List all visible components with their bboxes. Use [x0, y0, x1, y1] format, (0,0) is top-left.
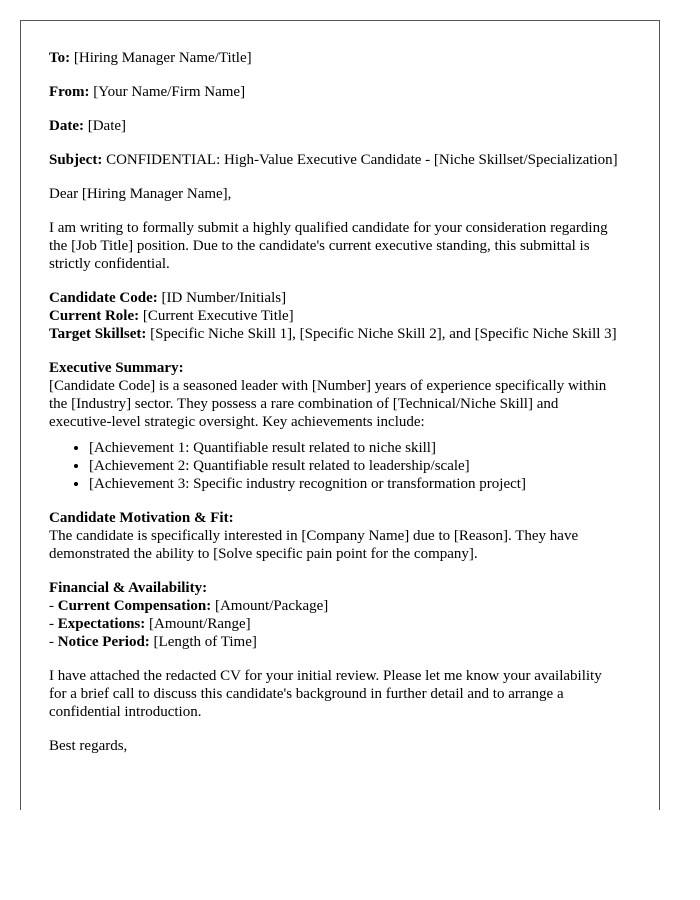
greeting: Dear [Hiring Manager Name], — [49, 186, 232, 202]
executive-summary-text: [Candidate Code] is a seasoned leader with [Number] years of experience specifically within the [Industry] sector. They possess a rare combination of [Technical/Niche Skill] and executive-level strategic oversight. Key achievements include: — [49, 378, 607, 430]
target-skillset-label: Target Skillset: — [49, 326, 147, 342]
executive-summary-heading: Executive Summary: — [49, 360, 184, 376]
subject-value: CONFIDENTIAL: High-Value Executive Candidate - [Niche Skillset/Specialization] — [106, 152, 618, 168]
subject-line — [49, 151, 619, 169]
list-item: • [Achievement 3: Specific industry recognition or transformation project] — [89, 475, 619, 493]
to-value: [Hiring Manager Name/Title] — [73, 50, 252, 66]
date-line — [49, 117, 619, 135]
candidate-code-value: [ID Number/Initials] — [161, 290, 287, 306]
subject-label: Subject: — [49, 152, 103, 168]
closing-paragraph: I have attached the redacted CV for your initial review. Please let me know your availability for a brief call to discuss this candidate's background in further detail and to arrange a confidential introduction. — [49, 668, 602, 720]
target-skillset-line — [49, 325, 619, 343]
expectations-label: Expectations: — [57, 616, 146, 632]
list-item: • [Achievement 2: Quantifiable result related to leadership/scale] — [89, 457, 619, 475]
dash: - — [49, 598, 58, 614]
from-value: [Your Name/Firm Name] — [93, 84, 246, 100]
candidate-code-label: Candidate Code: — [49, 290, 158, 306]
expectations-line — [49, 615, 619, 633]
dash: - — [49, 634, 58, 650]
compensation-label: Current Compensation: — [57, 598, 212, 614]
current-role-line — [49, 307, 619, 325]
executive-summary — [49, 359, 619, 431]
candidate-details — [49, 289, 619, 343]
current-role-value: [Current Executive Title] — [142, 308, 294, 324]
dash: - — [49, 616, 58, 632]
notice-period-line — [49, 633, 619, 651]
intro-paragraph: I am writing to formally submit a highly qualified candidate for your consideration regarding the [Job Title] position. Due to the candidate's current executive standing, this submittal is strictly confidential. — [49, 220, 608, 272]
list-item: • [Achievement 1: Quantifiable result related to niche skill] — [89, 439, 619, 457]
financial-section — [49, 579, 619, 651]
notice-period-value: [Length of Time] — [153, 634, 257, 650]
target-skillset-value: [Specific Niche Skill 1], [Specific Niche Skill 2], and [Specific Niche Skill 3] — [150, 326, 617, 342]
current-role-label: Current Role: — [49, 308, 140, 324]
motivation-text: The candidate is specifically interested in [Company Name] due to [Reason]. They have demonstrated the ability to [Solve specific pain point for the company]. — [49, 528, 579, 562]
compensation-line — [49, 597, 619, 615]
candidate-code-line — [49, 289, 619, 307]
date-value: [Date] — [87, 118, 127, 134]
signoff: Best regards, — [49, 738, 128, 754]
notice-period-label: Notice Period: — [57, 634, 150, 650]
to-line — [49, 49, 619, 67]
compensation-value: [Amount/Package] — [214, 598, 329, 614]
motivation-heading: Candidate Motivation & Fit: — [49, 510, 234, 526]
to-label: To: — [49, 50, 71, 66]
date-label: Date: — [49, 118, 84, 134]
letter-body — [49, 49, 619, 771]
letter-page — [20, 20, 660, 810]
motivation-section — [49, 509, 619, 563]
financial-heading: Financial & Availability: — [49, 580, 208, 596]
expectations-value: [Amount/Range] — [149, 616, 251, 632]
from-line — [49, 83, 619, 101]
achievements-list — [49, 439, 619, 493]
from-label: From: — [49, 84, 90, 100]
